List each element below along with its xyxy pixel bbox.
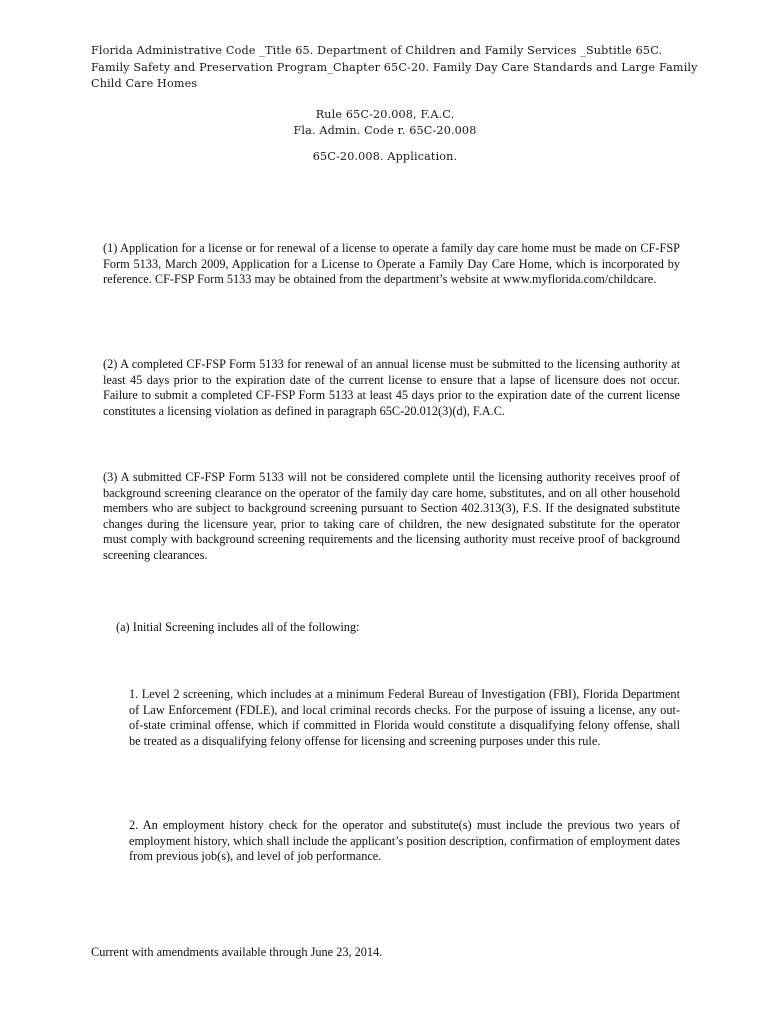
- header-line-1: Florida Administrative Code _Title 65. Department of Children and Family Services _Subtitle 65C.: [91, 44, 663, 57]
- header-line-2: Family Safety and Preservation Program_Chapter 65C-20. Family Day Care Standards and Large Family: [91, 60, 698, 74]
- paragraph-3-a-1: 1. Level 2 screening, which includes at a minimum Federal Bureau of Investigation (FBI), Florida Department of Law Enforcement (FDLE), and local criminal records checks. For the purpose of issuing a license, any out-of-state criminal offense, which if committed in Florida would constitute a disqualifying felony offense, shall be treated as a disqualifying felony offense for licensing and screening purposes under this rule.: [129, 687, 680, 748]
- paragraph-3-a: (a) Initial Screening includes all of the following:: [116, 620, 360, 634]
- section-title-block: [0, 149, 770, 165]
- section-title: 65C-20.008. Application.: [312, 150, 458, 163]
- header-line-3: Child Care Homes: [91, 77, 198, 90]
- currency-footer: Current with amendments available through June 23, 2014.: [91, 945, 383, 959]
- admin-code-citation: Fla. Admin. Code r. 65C-20.008: [293, 124, 477, 137]
- paragraph-3: (3) A submitted CF-FSP Form 5133 will not be considered complete until the licensing authority receives proof of background screening clearance on the operator of the family day care home, substitutes, and on all other household members who are subject to background screening pursuant to Section 402.313(3), F.S. If the designated substitute changes during the licensure year, prior to taking care of children, the new designated substitute for the operator must comply with background screening requirements and the licensing authority must receive proof of background screening clearances.: [103, 470, 680, 562]
- paragraph-2: (2) A completed CF-FSP Form 5133 for renewal of an annual license must be submitted to the licensing authority at least 45 days prior to the expiration date of the current license to ensure that a lapse of licensure does not occur. Failure to submit a completed CF-FSP Form 5133 at least 45 days prior to the expiration date of the current license constitutes a licensing violation as defined in paragraph 65C-20.012(3)(d), F.A.C.: [103, 357, 680, 418]
- paragraph-1: (1) Application for a license or for renewal of a license to operate a family day care home must be made on CF-FSP Form 5133, March 2009, Application for a License to Operate a Family Day Care Home, which is incorporated by reference. CF-FSP Form 5133 may be obtained from the department’s website at www.myflorida.com/childcare.: [103, 241, 680, 287]
- rule-citation: Rule 65C-20.008, F.A.C.: [315, 108, 455, 121]
- paragraph-3-a-2: 2. An employment history check for the operator and substitute(s) must include the previous two years of employment history, which shall include the applicant’s position description, confirmation of employment dates from previous job(s), and level of job performance.: [129, 818, 680, 864]
- code-title-header: [91, 43, 698, 93]
- rule-citation-block: [0, 107, 770, 139]
